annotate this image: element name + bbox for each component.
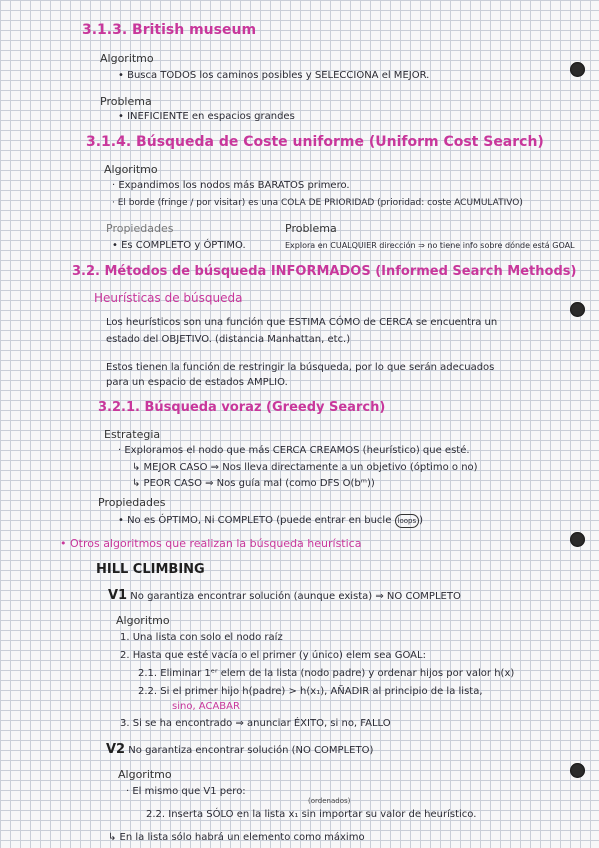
- hill-b1: · El mismo que V1 pero:: [126, 786, 246, 797]
- hill-b22: 2.2. Inserta SÓLO en la lista x₁ sin importar su valor de heurístico.: [146, 809, 477, 820]
- hill-a22a: 2.2. Si el primer hijo h(padre) > h(x₁), AÑADIR al principio de la lista,: [138, 686, 483, 697]
- uniform-line-2: · El borde (fringe / por visitar) es una COLA DE PRIORIDAD (prioridad: coste ACUMULATIVO): [112, 198, 523, 208]
- hill-a22b: sino, ACABAR: [172, 701, 240, 712]
- problema-label: Problema: [285, 222, 337, 235]
- hill-b-end: ↳ En la lista sólo habrá un elemento como máximo: [108, 832, 365, 843]
- uniform-problema-text: Explora en CUALQUIER dirección ⇒ no tiene info sobre dónde está GOAL: [285, 241, 575, 250]
- hill-a2: 2. Hasta que esté vacía o el primer (y único) elem sea GOAL:: [120, 650, 426, 661]
- section-title-uniform-cost: 3.1.4. Búsqueda de Coste uniforme (Uniform Cost Search): [86, 134, 544, 150]
- algoritmo-label: Algoritmo: [116, 614, 170, 627]
- algoritmo-label: Algoritmo: [118, 768, 172, 781]
- binder-hole: [570, 62, 585, 77]
- uniform-propiedades-text: • Es COMPLETO y ÓPTIMO.: [112, 240, 246, 251]
- british-problema-text: • INEFICIENTE en espacios grandes: [118, 111, 295, 122]
- v1-label: V1: [108, 588, 128, 603]
- v2-text: No garantiza encontrar solución (NO COMPLETO): [128, 745, 374, 756]
- ordenados-note: (ordenados): [308, 797, 351, 805]
- greedy-e1: · Exploramos el nodo que más CERCA CREAMOS (heurístico) que esté.: [118, 445, 470, 456]
- greedy-propiedades-text: • No es ÓPTIMO, Ni COMPLETO (puede entrar en bucle: [118, 515, 392, 526]
- heuristicas-p1a: Los heurísticos son una función que ESTIMA CÓMO de CERCA se encuentra un: [106, 317, 498, 328]
- section-title-greedy: 3.2.1. Búsqueda voraz (Greedy Search): [98, 400, 386, 415]
- hill-a21: 2.1. Eliminar 1ᵉʳ elem de la lista (nodo padre) y ordenar hijos por valor h(x): [138, 668, 515, 679]
- section-title-informados: 3.2. Métodos de búsqueda INFORMADOS (Informed Search Methods): [72, 264, 577, 279]
- v1-text: No garantiza encontrar solución (aunque exista) ⇒ NO COMPLETO: [130, 591, 461, 602]
- algoritmo-label: Algoritmo: [100, 52, 154, 65]
- heuristicas-p1b: estado del OBJETIVO. (distancia Manhattan, etc.): [106, 334, 351, 345]
- hill-climbing-title: HILL CLIMBING: [96, 562, 205, 577]
- heuristicas-p2b: para un espacio de estados AMPLIO.: [106, 377, 288, 388]
- greedy-propiedades: [118, 514, 423, 528]
- british-algoritmo-text: • Busca TODOS los caminos posibles y SELECCIONA el MEJOR.: [118, 70, 430, 81]
- propiedades-label: Propiedades: [98, 496, 166, 509]
- v2-label: V2: [106, 742, 126, 757]
- binder-hole: [570, 763, 585, 778]
- v2-line: [106, 742, 373, 757]
- greedy-e3: ↳ PEOR CASO ⇒ Nos guía mal (como DFS O(bᵐ)): [132, 478, 375, 489]
- hill-a1: 1. Una lista con solo el nodo raíz: [120, 632, 283, 643]
- problema-label: Problema: [100, 95, 152, 108]
- binder-hole: [570, 302, 585, 317]
- propiedades-label: Propiedades: [106, 222, 174, 235]
- hill-a3: 3. Si se ha encontrado ⇒ anunciar ÉXITO, si no, FALLO: [120, 718, 391, 729]
- otros-title: • Otros algoritmos que realizan la búsqueda heurística: [60, 537, 362, 550]
- loops-circle: loops: [395, 514, 420, 528]
- v1-line: [108, 588, 461, 603]
- section-title-british-museum: 3.1.3. British museum: [82, 22, 257, 38]
- estrategia-label: Estrategia: [104, 428, 161, 441]
- algoritmo-label: Algoritmo: [104, 163, 158, 176]
- binder-hole: [570, 532, 585, 547]
- heuristicas-title: Heurísticas de búsqueda: [94, 291, 243, 305]
- greedy-e2: ↳ MEJOR CASO ⇒ Nos lleva directamente a un objetivo (óptimo o no): [132, 462, 478, 473]
- heuristicas-p2a: Estos tienen la función de restringir la búsqueda, por lo que serán adecuados: [106, 362, 495, 373]
- uniform-line-1: · Expandimos los nodos más BARATOS primero.: [112, 180, 350, 191]
- greedy-propiedades-end: ): [419, 515, 424, 526]
